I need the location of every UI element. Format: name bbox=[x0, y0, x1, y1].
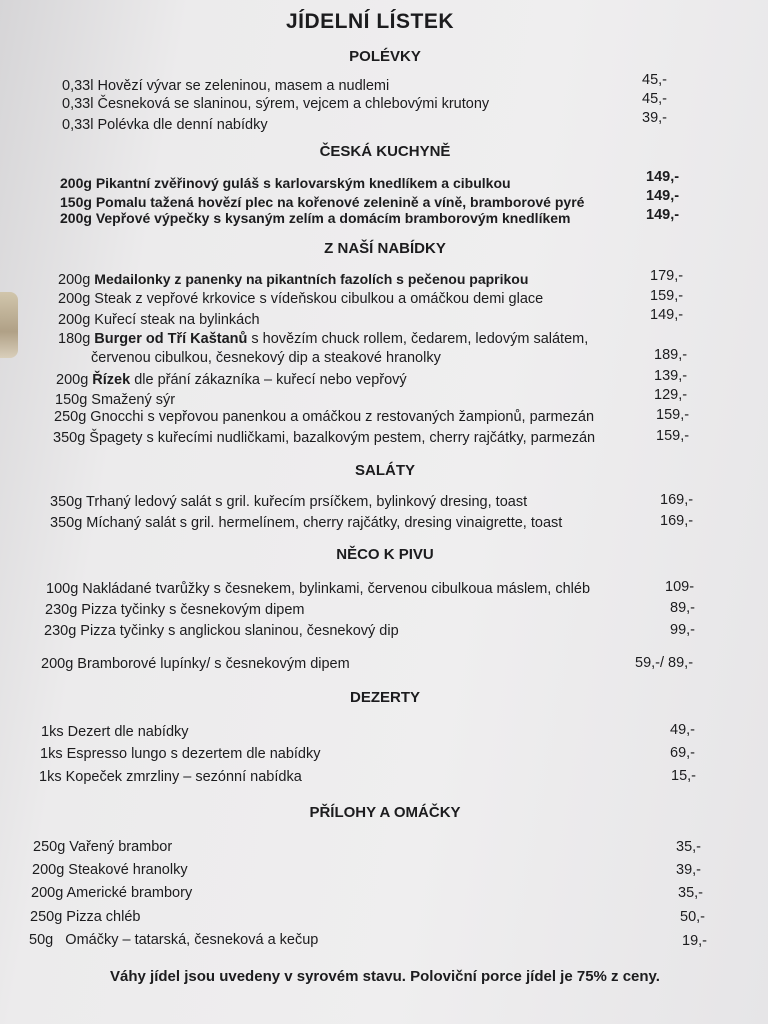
item-name: dle přání zákazníka – kuřecí nebo vepřový bbox=[130, 372, 407, 388]
section-title-prilohy: PŘÍLOHY A OMÁČKY bbox=[309, 804, 461, 821]
list-item bbox=[32, 862, 188, 878]
list-item bbox=[33, 839, 172, 855]
section-title-nabidka: Z NAŠÍ NABÍDKY bbox=[324, 240, 446, 257]
item-weight: 250g bbox=[54, 409, 87, 425]
item-name: Pizza tyčinky s anglickou slaninou, česnekový dip bbox=[80, 623, 399, 639]
item-weight: 1ks bbox=[39, 769, 62, 785]
list-item bbox=[62, 78, 389, 94]
list-item bbox=[60, 175, 511, 191]
item-weight: 50g bbox=[29, 932, 54, 948]
section-title-polevky: POLÉVKY bbox=[349, 48, 421, 65]
item-weight: 0,33l bbox=[62, 96, 94, 112]
item-price: 49,- bbox=[670, 722, 695, 738]
item-price: 149,- bbox=[650, 307, 684, 323]
item-price: 69,- bbox=[670, 745, 695, 761]
item-name: Vepřové výpečky s kysaným zelím a domácím bramborovým knedlíkem bbox=[95, 210, 571, 226]
item-price: 169,- bbox=[660, 513, 694, 529]
item-price: 169,- bbox=[660, 492, 694, 508]
item-weight: 0,33l bbox=[62, 117, 94, 133]
list-item bbox=[44, 623, 399, 639]
item-name: Nakládané tvarůžky s česnekem, bylinkami, červenou cibulkoua máslem, chléb bbox=[82, 581, 591, 597]
item-price: 189,- bbox=[654, 347, 688, 363]
menu-title: JÍDELNÍ LÍSTEK bbox=[285, 10, 455, 33]
section-title-dezerty: DEZERTY bbox=[349, 689, 420, 706]
section-title-pivo: NĚCO K PIVU bbox=[336, 546, 434, 563]
item-name: Polévka dle denní nabídky bbox=[97, 117, 268, 133]
item-weight: 180g bbox=[58, 331, 91, 347]
item-price: 149,- bbox=[646, 207, 680, 223]
item-price: 159,- bbox=[650, 288, 684, 304]
list-item bbox=[50, 515, 562, 531]
item-price: 45,- bbox=[642, 72, 667, 88]
item-weight: 200g bbox=[31, 885, 64, 901]
item-weight: 200g bbox=[56, 372, 89, 388]
list-item bbox=[41, 656, 350, 672]
item-price: 15,- bbox=[671, 768, 696, 784]
item-price: 39,- bbox=[676, 862, 701, 878]
item-weight: 200g bbox=[32, 862, 65, 878]
item-name: Dezert dle nabídky bbox=[67, 724, 189, 740]
list-item bbox=[58, 271, 528, 288]
section-title-ceska: ČESKÁ KUCHYNĚ bbox=[319, 143, 451, 160]
item-name-bold: Burger od Tří Kaštanů bbox=[94, 331, 248, 347]
list-item bbox=[29, 932, 318, 948]
section-title-salaty: SALÁTY bbox=[355, 462, 415, 479]
item-price: 179,- bbox=[650, 268, 684, 284]
item-price: 139,- bbox=[654, 368, 688, 384]
item-weight: 200g bbox=[60, 175, 92, 191]
list-item bbox=[55, 392, 175, 408]
item-name: Americké brambory bbox=[66, 885, 193, 901]
list-item bbox=[58, 331, 588, 347]
item-name: Medailonky z panenky na pikantních fazolích s pečenou paprikou bbox=[94, 271, 529, 287]
list-item-continuation: červenou cibulkou, česnekový dip a steakové hranolky bbox=[91, 350, 441, 366]
item-name: Smažený sýr bbox=[91, 392, 176, 408]
item-weight: 0,33l bbox=[62, 78, 94, 94]
item-name: Espresso lungo s dezertem dle nabídky bbox=[66, 746, 321, 762]
item-name: s hovězím chuck rollem, čedarem, ledovým salátem, bbox=[247, 331, 589, 347]
item-price: 45,- bbox=[642, 91, 667, 107]
item-weight: 1ks bbox=[41, 724, 64, 740]
list-item bbox=[60, 194, 584, 210]
list-item bbox=[45, 602, 305, 618]
list-item bbox=[41, 724, 189, 740]
item-weight: 200g bbox=[58, 312, 91, 328]
item-price: 109- bbox=[665, 579, 695, 595]
item-price: 159,- bbox=[656, 407, 690, 423]
item-name: Steakové hranolky bbox=[68, 862, 188, 878]
list-item bbox=[58, 312, 260, 328]
item-price: 19,- bbox=[682, 933, 707, 949]
list-item bbox=[39, 769, 302, 785]
item-price: 35,- bbox=[678, 885, 703, 901]
item-name: Česneková se slaninou, sýrem, vejcem a chlebovými krutony bbox=[97, 96, 490, 112]
item-price: 35,- bbox=[676, 839, 701, 855]
item-weight: 100g bbox=[46, 581, 79, 597]
item-name: Steak z vepřové krkovice s vídeňskou cibulkou a omáčkou demi glace bbox=[94, 291, 544, 307]
item-weight: 200g bbox=[41, 656, 74, 672]
list-item bbox=[40, 746, 321, 762]
item-name: Kuřecí steak na bylinkách bbox=[94, 312, 260, 328]
item-name: Pizza chléb bbox=[66, 909, 141, 925]
list-item bbox=[31, 885, 192, 901]
item-name: Omáčky – tatarská, česneková a kečup bbox=[65, 932, 319, 948]
item-name: Pizza tyčinky s česnekovým dipem bbox=[81, 602, 305, 618]
item-weight: 150g bbox=[60, 194, 92, 210]
item-weight: 350g bbox=[50, 494, 83, 510]
item-price: 159,- bbox=[656, 428, 690, 444]
item-weight: 350g bbox=[53, 430, 86, 446]
item-name: Vařený brambor bbox=[69, 839, 173, 855]
item-weight: 150g bbox=[55, 392, 88, 408]
item-name: Pomalu tažená hovězí plec na kořenové zelenině a víně, bramborové pyré bbox=[95, 194, 585, 210]
list-item bbox=[56, 372, 407, 388]
item-name: Hovězí vývar se zeleninou, masem a nudlemi bbox=[97, 78, 390, 94]
item-price: 149,- bbox=[646, 188, 680, 204]
item-name: Špagety s kuřecími nudličkami, bazalkovým pestem, cherry rajčátky, parmezán bbox=[89, 430, 596, 446]
list-item bbox=[62, 117, 268, 133]
item-name: Trhaný ledový salát s gril. kuřecím prsíčkem, bylinkový dresing, toast bbox=[86, 494, 528, 510]
item-name: Pikantní zvěřinový guláš s karlovarským knedlíkem a cibulkou bbox=[95, 175, 511, 191]
edge-object bbox=[0, 292, 18, 358]
item-name: Gnocchi s vepřovou panenkou a omáčkou z restovaných žampionů, parmezán bbox=[90, 409, 595, 425]
list-item bbox=[60, 210, 571, 226]
item-price: 50,- bbox=[680, 909, 705, 925]
item-name: Míchaný salát s gril. hermelínem, cherry rajčátky, dresing vinaigrette, toast bbox=[86, 515, 563, 531]
item-weight: 350g bbox=[50, 515, 83, 531]
list-item bbox=[53, 430, 595, 446]
item-weight: 230g bbox=[45, 602, 78, 618]
list-item bbox=[50, 494, 527, 510]
item-price: 39,- bbox=[642, 110, 667, 126]
item-weight: 200g bbox=[58, 291, 91, 307]
item-weight: 200g bbox=[60, 210, 92, 226]
item-price: 89,- bbox=[670, 600, 695, 616]
item-price: 59,-/ 89,- bbox=[635, 655, 694, 671]
list-item bbox=[58, 291, 543, 307]
list-item bbox=[30, 909, 140, 925]
item-weight: 250g bbox=[30, 909, 63, 925]
item-weight: 230g bbox=[44, 623, 77, 639]
item-weight: 1ks bbox=[40, 746, 63, 762]
item-name-bold: Řízek bbox=[92, 372, 131, 388]
footer-note: Váhy jídel jsou uvedeny v syrovém stavu. Poloviční porce jídel je 75% z ceny. bbox=[110, 968, 660, 985]
item-name: Kopeček zmrzliny – sezónní nabídka bbox=[65, 769, 302, 785]
item-weight: 250g bbox=[33, 839, 66, 855]
item-price: 129,- bbox=[654, 387, 688, 403]
item-price: 149,- bbox=[646, 169, 680, 185]
list-item bbox=[62, 96, 489, 112]
item-name: Bramborové lupínky/ s česnekovým dipem bbox=[77, 656, 350, 672]
item-price: 99,- bbox=[670, 622, 695, 638]
list-item bbox=[54, 409, 594, 425]
list-item bbox=[46, 581, 590, 597]
item-weight: 200g bbox=[58, 272, 91, 288]
